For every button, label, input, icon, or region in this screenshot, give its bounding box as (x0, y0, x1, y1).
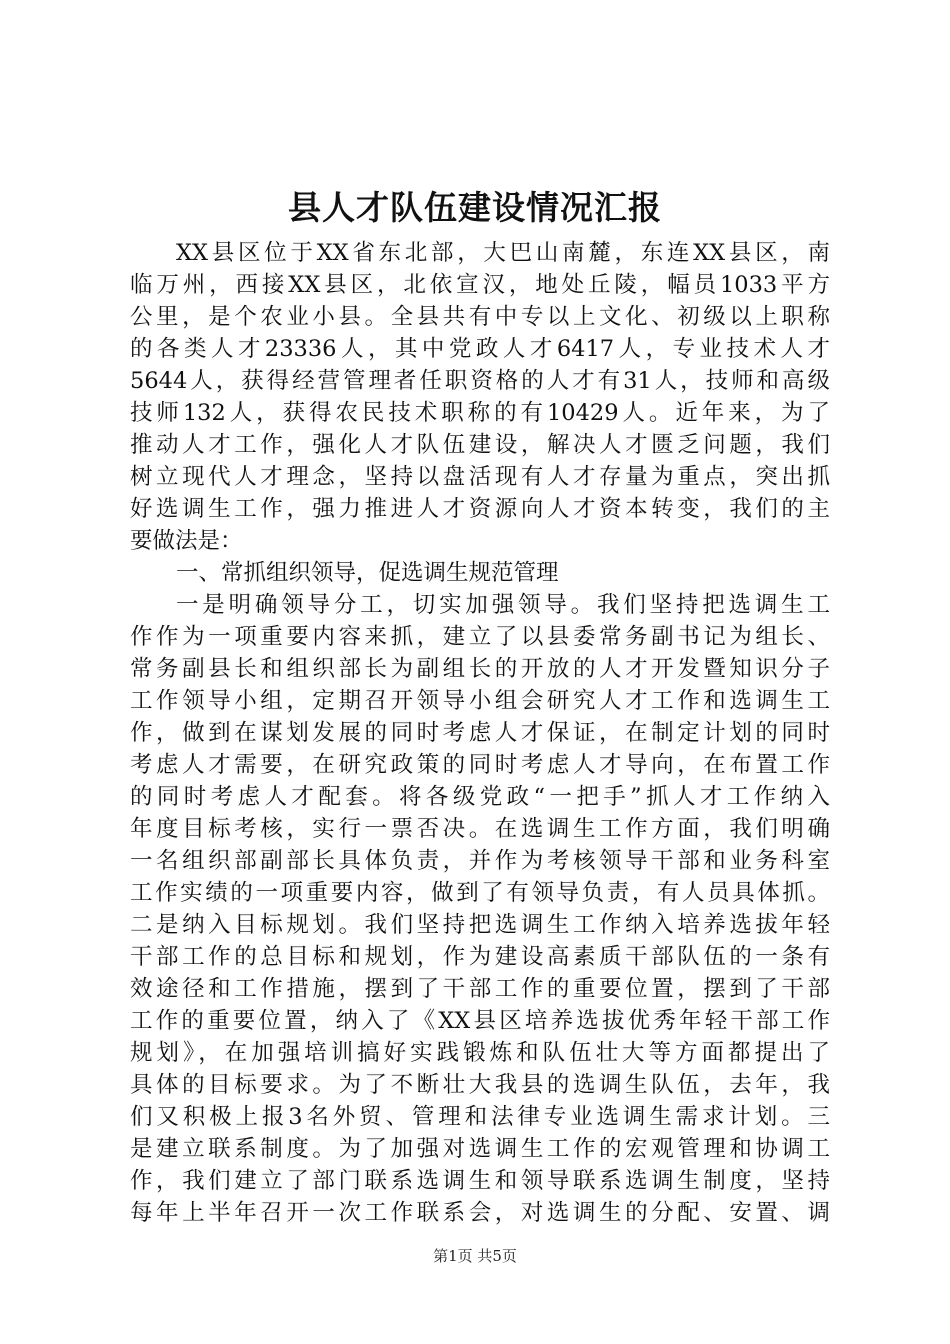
text-line: 的各类人才23336人，其中党政人才6417人，专业技术人才 (130, 336, 830, 362)
text-line: 工作领导小组，定期召开领导小组会研究人才工作和选调生工 (130, 688, 830, 714)
text-line: 的同时考虑人才配套。将各级党政“一把手”抓人才工作纳入 (130, 784, 830, 810)
section-heading: 一、常抓组织领导，促选调生规范管理 (176, 560, 559, 586)
text-line: 规划》，在加强培训搞好实践锻炼和队伍壮大等方面都提出了 (130, 1040, 830, 1066)
text-line: 作，我们建立了部门联系选调生和领导联系选调生制度，坚持 (130, 1168, 830, 1194)
text-line: 干部工作的总目标和规划，作为建设高素质干部队伍的一条有 (130, 944, 830, 970)
body-text (130, 237, 830, 1229)
text-line: 公里，是个农业小县。全县共有中专以上文化、初级以上职称 (130, 304, 830, 330)
text-line: 作，做到在谋划发展的同时考虑人才保证，在制定计划的同时 (130, 720, 830, 746)
text-line: XX县区位于XX省东北部，大巴山南麓，东连XX县区，南 (176, 240, 830, 266)
text-line: 作作为一项重要内容来抓，建立了以县委常务副书记为组长、 (130, 624, 830, 650)
text-line: 要做法是： (130, 528, 243, 554)
text-line: 临万州，西接XX县区，北依宣汉，地处丘陵，幅员1033平方 (130, 272, 830, 298)
text-line: 二是纳入目标规划。我们坚持把选调生工作纳入培养选拔年轻 (130, 912, 830, 938)
text-line: 具体的目标要求。为了不断壮大我县的选调生队伍，去年，我 (130, 1072, 830, 1098)
text-line: 工作的重要位置，纳入了《XX县区培养选拔优秀年轻干部工作 (130, 1008, 830, 1034)
text-line: 一名组织部副部长具体负责，并作为考核领导干部和业务科室 (130, 848, 830, 874)
text-line: 一是明确领导分工，切实加强领导。我们坚持把选调生工 (176, 592, 830, 618)
text-line: 效途径和工作措施，摆到了干部工作的重要位置，摆到了干部 (130, 976, 830, 1002)
text-line: 考虑人才需要，在研究政策的同时考虑人才导向，在布置工作 (130, 752, 830, 778)
text-line: 5644人，获得经营管理者任职资格的人才有31人，技师和高级 (130, 368, 830, 394)
text-line: 常务副县长和组织部长为副组长的开放的人才开发暨知识分子 (130, 656, 830, 682)
page-title: 县人才队伍建设情况汇报 (288, 188, 662, 227)
text-line: 推动人才工作，强化人才队伍建设，解决人才匮乏问题，我们 (130, 432, 830, 458)
text-line: 工作实绩的一项重要内容，做到了有领导负责，有人员具体抓。 (130, 880, 830, 906)
text-line: 是建立联系制度。为了加强对选调生工作的宏观管理和协调工 (130, 1136, 830, 1162)
text-line: 好选调生工作，强力推进人才资源向人才资本转变，我们的主 (130, 496, 830, 522)
text-line: 们又积极上报3名外贸、管理和法律专业选调生需求计划。三 (130, 1104, 830, 1130)
text-line: 树立现代人才理念，坚持以盘活现有人才存量为重点，突出抓 (130, 464, 830, 490)
text-line: 年度目标考核，实行一票否决。在选调生工作方面，我们明确 (130, 816, 830, 842)
page-footer: 第1页 共5页 (433, 1247, 517, 1265)
text-line: 技师132人，获得农民技术职称的有10429人。近年来，为了 (130, 400, 830, 426)
text-line: 每年上半年召开一次工作联系会，对选调生的分配、安置、调 (130, 1200, 830, 1226)
